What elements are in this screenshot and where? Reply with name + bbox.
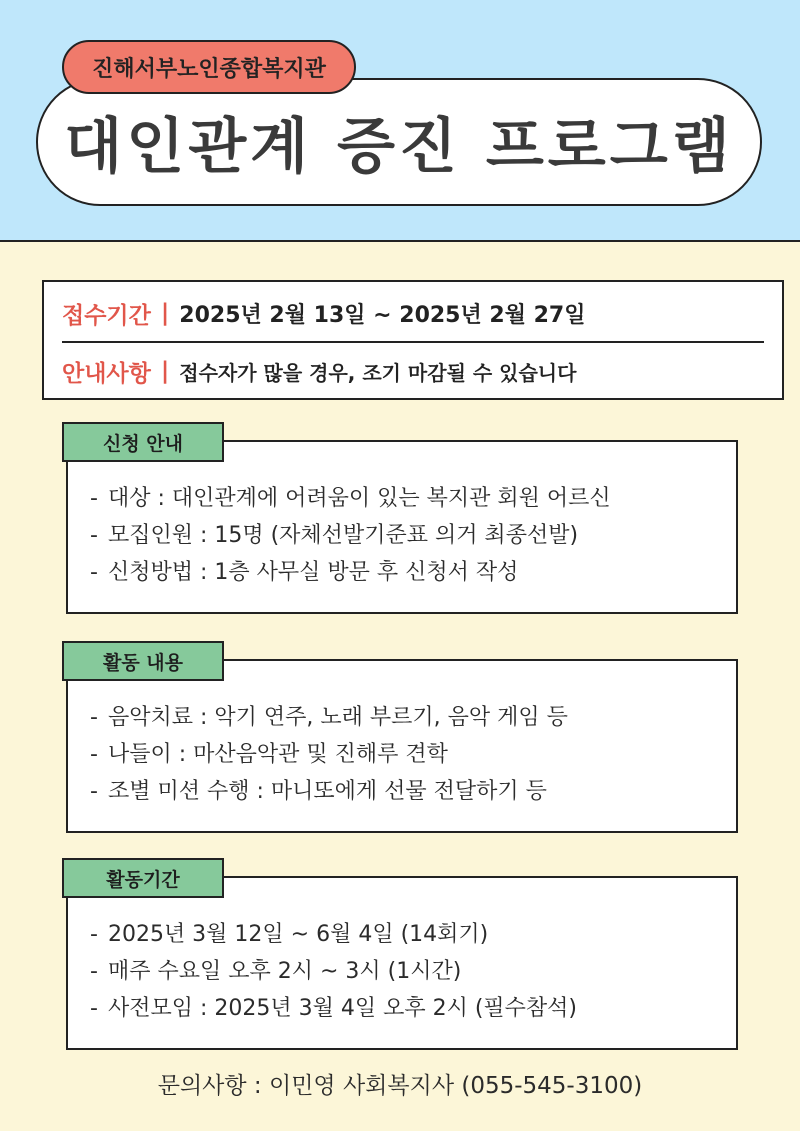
list-item <box>90 990 726 1027</box>
list-item <box>90 736 726 773</box>
list-item-text: 신청방법 : 1층 사무실 방문 후 신청서 작성 <box>107 560 519 585</box>
list-item <box>90 699 726 736</box>
list-item-text: 모집인원 : 15명 (자체선발기준표 의거 최종선발) <box>107 523 579 548</box>
list-item <box>90 773 726 810</box>
list-item-text: 사전모임 : 2025년 3월 4일 오후 2시 (필수참석) <box>107 996 577 1021</box>
list-marker: - <box>90 779 98 804</box>
list-item-text: 대상 : 대인관계에 어려움이 있는 복지관 회원 어르신 <box>107 486 611 511</box>
list-marker: - <box>90 523 98 548</box>
notice-row-guide <box>62 342 764 400</box>
list-item <box>90 953 726 990</box>
section-application <box>66 440 738 614</box>
org-name-badge <box>62 40 356 94</box>
section-activities <box>66 659 738 833</box>
notice-separator: | <box>160 300 170 326</box>
list-marker: - <box>90 996 98 1021</box>
notice-value: 2025년 2월 13일 ~ 2025년 2월 27일 <box>179 302 586 328</box>
section-list <box>90 699 726 810</box>
list-item <box>90 916 726 953</box>
section-title: 활동 내용 <box>102 651 184 674</box>
notice-value: 접수자가 많을 경우, 조기 마감될 수 있습니다 <box>179 360 577 385</box>
notice-label: 안내사항 <box>62 360 151 387</box>
list-item-text: 음악치료 : 악기 연주, 노래 부르기, 음악 게임 등 <box>107 705 568 730</box>
list-item-text: 매주 수요일 오후 2시 ~ 3시 (1시간) <box>107 959 462 984</box>
section-list <box>90 480 726 591</box>
list-item <box>90 554 726 591</box>
list-item-text: 2025년 3월 12일 ~ 6월 4일 (14회기) <box>107 922 489 947</box>
list-item <box>90 480 726 517</box>
section-tag-activities <box>62 641 224 681</box>
section-period <box>66 876 738 1050</box>
notice-row-period <box>62 284 764 342</box>
notice-box <box>42 280 784 400</box>
page-title: 대인관계 증진 프로그램 <box>64 112 734 182</box>
section-title: 활동기간 <box>106 868 180 891</box>
section-title: 신청 안내 <box>102 432 184 455</box>
notice-separator: | <box>160 358 170 384</box>
contact-info: 문의사항 : 이민영 사회복지사 (055-545-3100) <box>157 1073 643 1099</box>
title-banner <box>36 78 762 206</box>
notice-label: 접수기간 <box>62 302 151 329</box>
list-item <box>90 517 726 554</box>
list-marker: - <box>90 486 98 511</box>
section-list <box>90 916 726 1027</box>
section-tag-period <box>62 858 224 898</box>
list-marker: - <box>90 959 98 984</box>
list-item-text: 나들이 : 마산음악관 및 진해루 견학 <box>107 742 448 767</box>
org-name: 진해서부노인종합복지관 <box>92 56 326 82</box>
list-marker: - <box>90 742 98 767</box>
section-tag-application <box>62 422 224 462</box>
list-marker: - <box>90 705 98 730</box>
list-marker: - <box>90 922 98 947</box>
list-item-text: 조별 미션 수행 : 마니또에게 선물 전달하기 등 <box>107 779 547 804</box>
list-marker: - <box>90 560 98 585</box>
